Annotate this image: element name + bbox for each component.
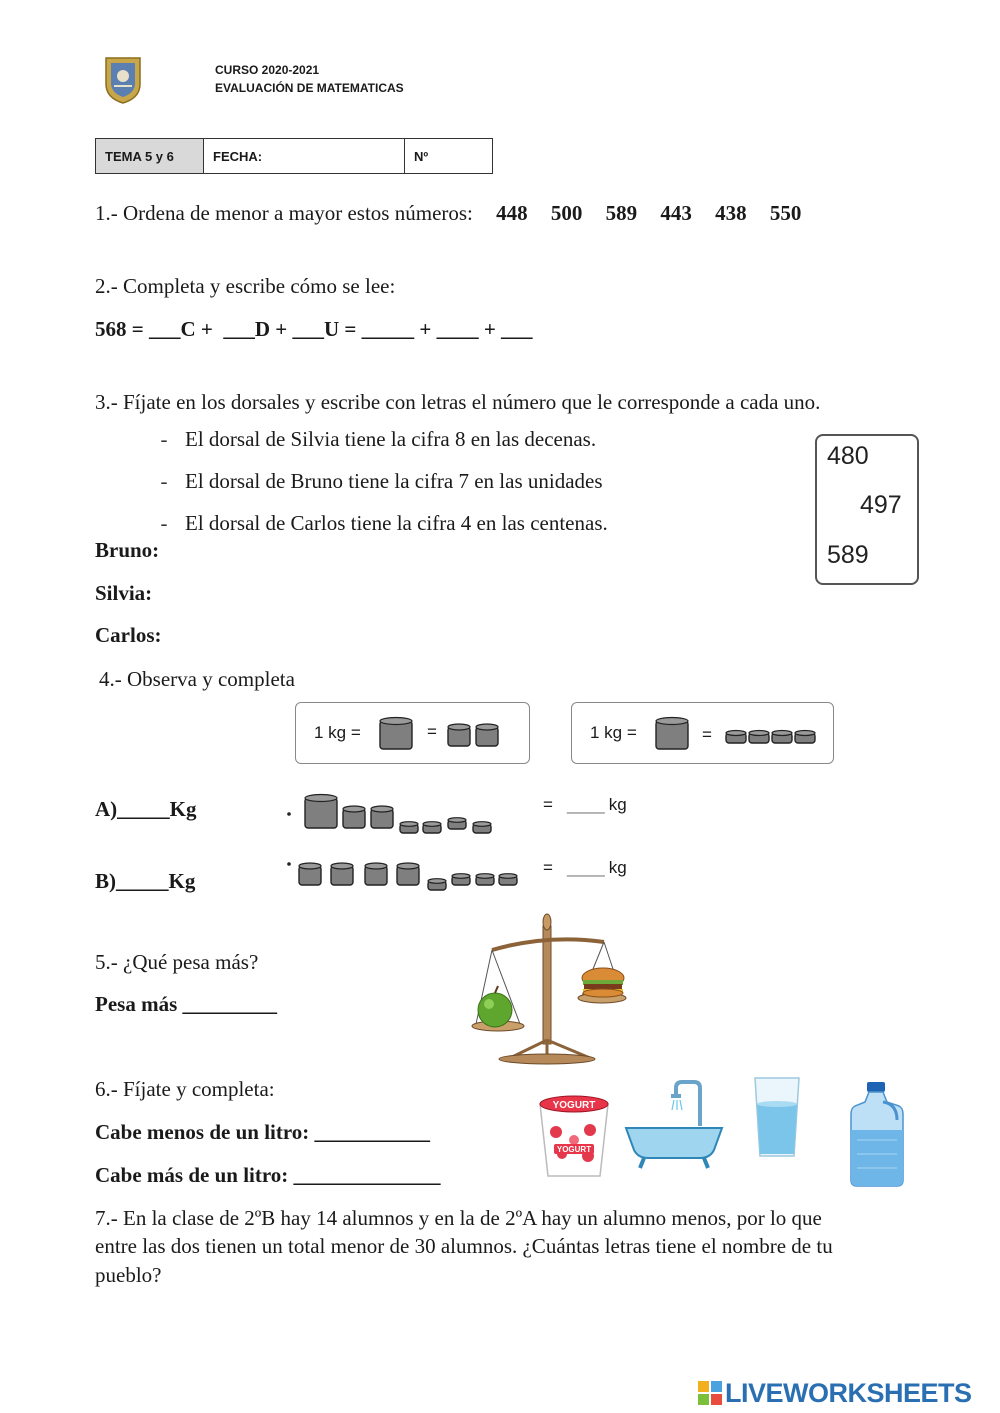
number-item: 443 bbox=[660, 201, 692, 225]
q3-item: - El dorsal de Carlos tiene la cifra 4 en las centenas. bbox=[160, 511, 608, 535]
yogurt-label: YOGURT bbox=[556, 1145, 592, 1154]
half-kg-weights-icon bbox=[446, 722, 502, 748]
q3-text: 3.- Fíjate en los dorsales y escribe con letras el número que le corresponde a cada uno. bbox=[95, 390, 821, 414]
legend-label: 1 kg = bbox=[314, 723, 361, 742]
balance-scale-image bbox=[462, 912, 634, 1067]
equals-sign: = bbox=[702, 725, 712, 744]
q1-text: 1.- Ordena de menor a mayor estos números: bbox=[95, 201, 473, 225]
fecha-field[interactable]: FECHA: bbox=[204, 139, 405, 174]
numero-field[interactable]: Nº bbox=[405, 139, 493, 174]
q7-line: pueblo? bbox=[95, 1263, 162, 1287]
answer-carlos[interactable]: Carlos: bbox=[95, 623, 162, 647]
liveworksheets-logo[interactable] bbox=[698, 1378, 972, 1408]
q2-text: 2.- Completa y escribe cómo se lee: bbox=[95, 274, 396, 298]
answer-bruno[interactable]: Bruno: bbox=[95, 538, 160, 562]
legend-label: 1 kg = bbox=[590, 723, 637, 742]
kg-weight-icon bbox=[654, 715, 690, 751]
answer-more[interactable]: Cabe más de un litro: ______________ bbox=[95, 1163, 441, 1187]
bathtub-icon bbox=[624, 1080, 724, 1170]
q2-formula[interactable]: 568 = ___C + ___D + ___U = _____ + ____ + ___ bbox=[95, 317, 533, 341]
dorsal-number: 480 bbox=[827, 442, 869, 470]
answer-less[interactable]: Cabe menos de un litro: ___________ bbox=[95, 1120, 431, 1144]
q3-item: - El dorsal de Silvia tiene la cifra 8 en las decenas. bbox=[160, 427, 597, 451]
question-1 bbox=[95, 201, 801, 226]
answer-a[interactable]: A)_____Kg bbox=[95, 797, 197, 821]
number-item: 448 bbox=[496, 201, 528, 225]
number-item: 550 bbox=[769, 201, 802, 225]
q7-line: 7.- En la clase de 2ºB hay 14 alumnos y en la de 2ºA hay un alumno menos, por lo que bbox=[95, 1206, 822, 1230]
info-table bbox=[95, 138, 493, 174]
tema-cell: TEMA 5 y 6 bbox=[96, 139, 204, 174]
weights-set-b bbox=[285, 858, 525, 892]
q7-line: entre las dos tienen un total menor de 30 alumnos. ¿Cuántas letras tiene el nombre de tu bbox=[95, 1234, 833, 1258]
weight-legend-1 bbox=[295, 702, 530, 764]
number-item: 500 bbox=[550, 201, 583, 225]
quarter-kg-weights-icon bbox=[725, 729, 817, 745]
dorsal-number: 497 bbox=[860, 491, 902, 519]
weight-legend-2 bbox=[571, 702, 834, 764]
school-logo bbox=[104, 56, 142, 104]
number-item: 438 bbox=[715, 201, 747, 225]
brand-name: LIVEWORKSHEETS bbox=[725, 1377, 972, 1408]
water-jug-icon bbox=[847, 1080, 907, 1190]
q3-item: - El dorsal de Bruno tiene la cifra 7 en las unidades bbox=[160, 469, 603, 493]
dorsal-number: 589 bbox=[827, 541, 869, 569]
weights-set-a bbox=[285, 792, 495, 836]
q4-text: 4.- Observa y completa bbox=[99, 667, 295, 691]
equals-sign: = bbox=[427, 722, 437, 741]
yogurt-icon bbox=[534, 1092, 614, 1180]
q5-text: 5.- ¿Qué pesa más? bbox=[95, 950, 259, 974]
result-b[interactable]: = ____ kg bbox=[543, 858, 627, 877]
exam-title: EVALUACIÓN DE MATEMATICAS bbox=[215, 81, 404, 95]
answer-silvia[interactable]: Silvia: bbox=[95, 581, 153, 605]
kg-weight-icon bbox=[378, 715, 414, 751]
q6-text: 6.- Fíjate y completa: bbox=[95, 1077, 275, 1101]
course-year: CURSO 2020-2021 bbox=[215, 63, 320, 77]
liveworksheets-icon bbox=[698, 1381, 722, 1405]
dorsales-box bbox=[815, 434, 919, 585]
q1-numbers bbox=[496, 201, 801, 225]
result-a[interactable]: = ____ kg bbox=[543, 795, 627, 814]
water-glass-icon bbox=[752, 1074, 802, 1160]
number-item: 589 bbox=[605, 201, 638, 225]
q5-answer[interactable]: Pesa más _________ bbox=[95, 992, 277, 1016]
answer-b[interactable]: B)_____Kg bbox=[95, 869, 196, 893]
yogurt-label: YOGURT bbox=[552, 1100, 596, 1111]
